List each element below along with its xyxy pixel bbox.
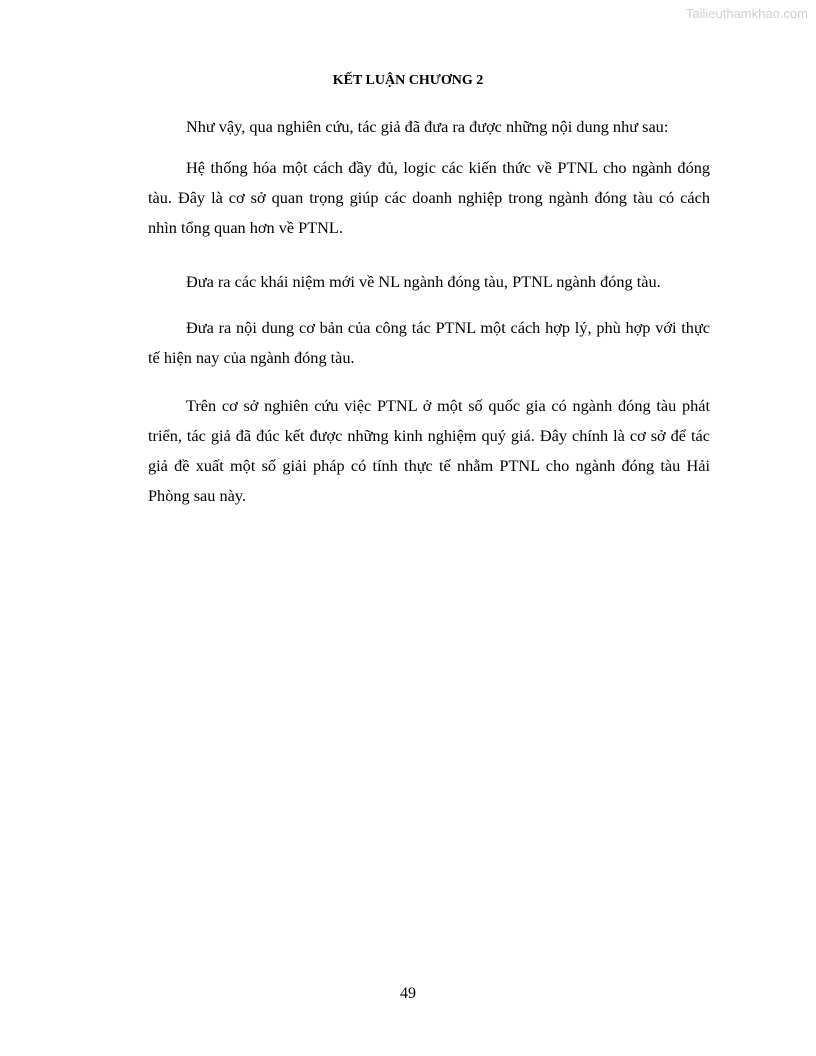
paragraph-systematize: Hệ thống hóa một cách đầy đủ, logic các kiến thức về PTNL cho ngành đóng tàu. Đây là cơ sở quan trọng giúp các doanh nghiệp trong ngành đóng tàu có cách nhìn tổng quan hơn về PTNL.: [148, 158, 710, 237]
paragraph-intro: Như vậy, qua nghiên cứu, tác giả đã đưa ra được những nội dung như sau:: [186, 117, 669, 136]
paragraph-experience: Trên cơ sở nghiên cứu việc PTNL ở một số quốc gia có ngành đóng tàu phát triển, tác giả đã đúc kết được những kinh nghiệm quý giá. Đây chính là cơ sở để tác giả đề xuất một số giải pháp có tính thực tế nhằm PTNL cho ngành đóng tàu Hải Phòng sau này.: [148, 396, 710, 505]
paragraph-content: Đưa ra nội dung cơ bản của công tác PTNL một cách hợp lý, phù hợp với thực tế hiện nay của ngành đóng tàu.: [148, 318, 710, 367]
page-number: 49: [400, 985, 416, 1002]
watermark: Tailieuthamkhao.com: [685, 6, 808, 21]
paragraph-concepts: Đưa ra các khái niệm mới về NL ngành đóng tàu, PTNL ngành đóng tàu.: [186, 272, 661, 291]
chapter-conclusion-title: KẾT LUẬN CHƯƠNG 2: [332, 73, 484, 88]
